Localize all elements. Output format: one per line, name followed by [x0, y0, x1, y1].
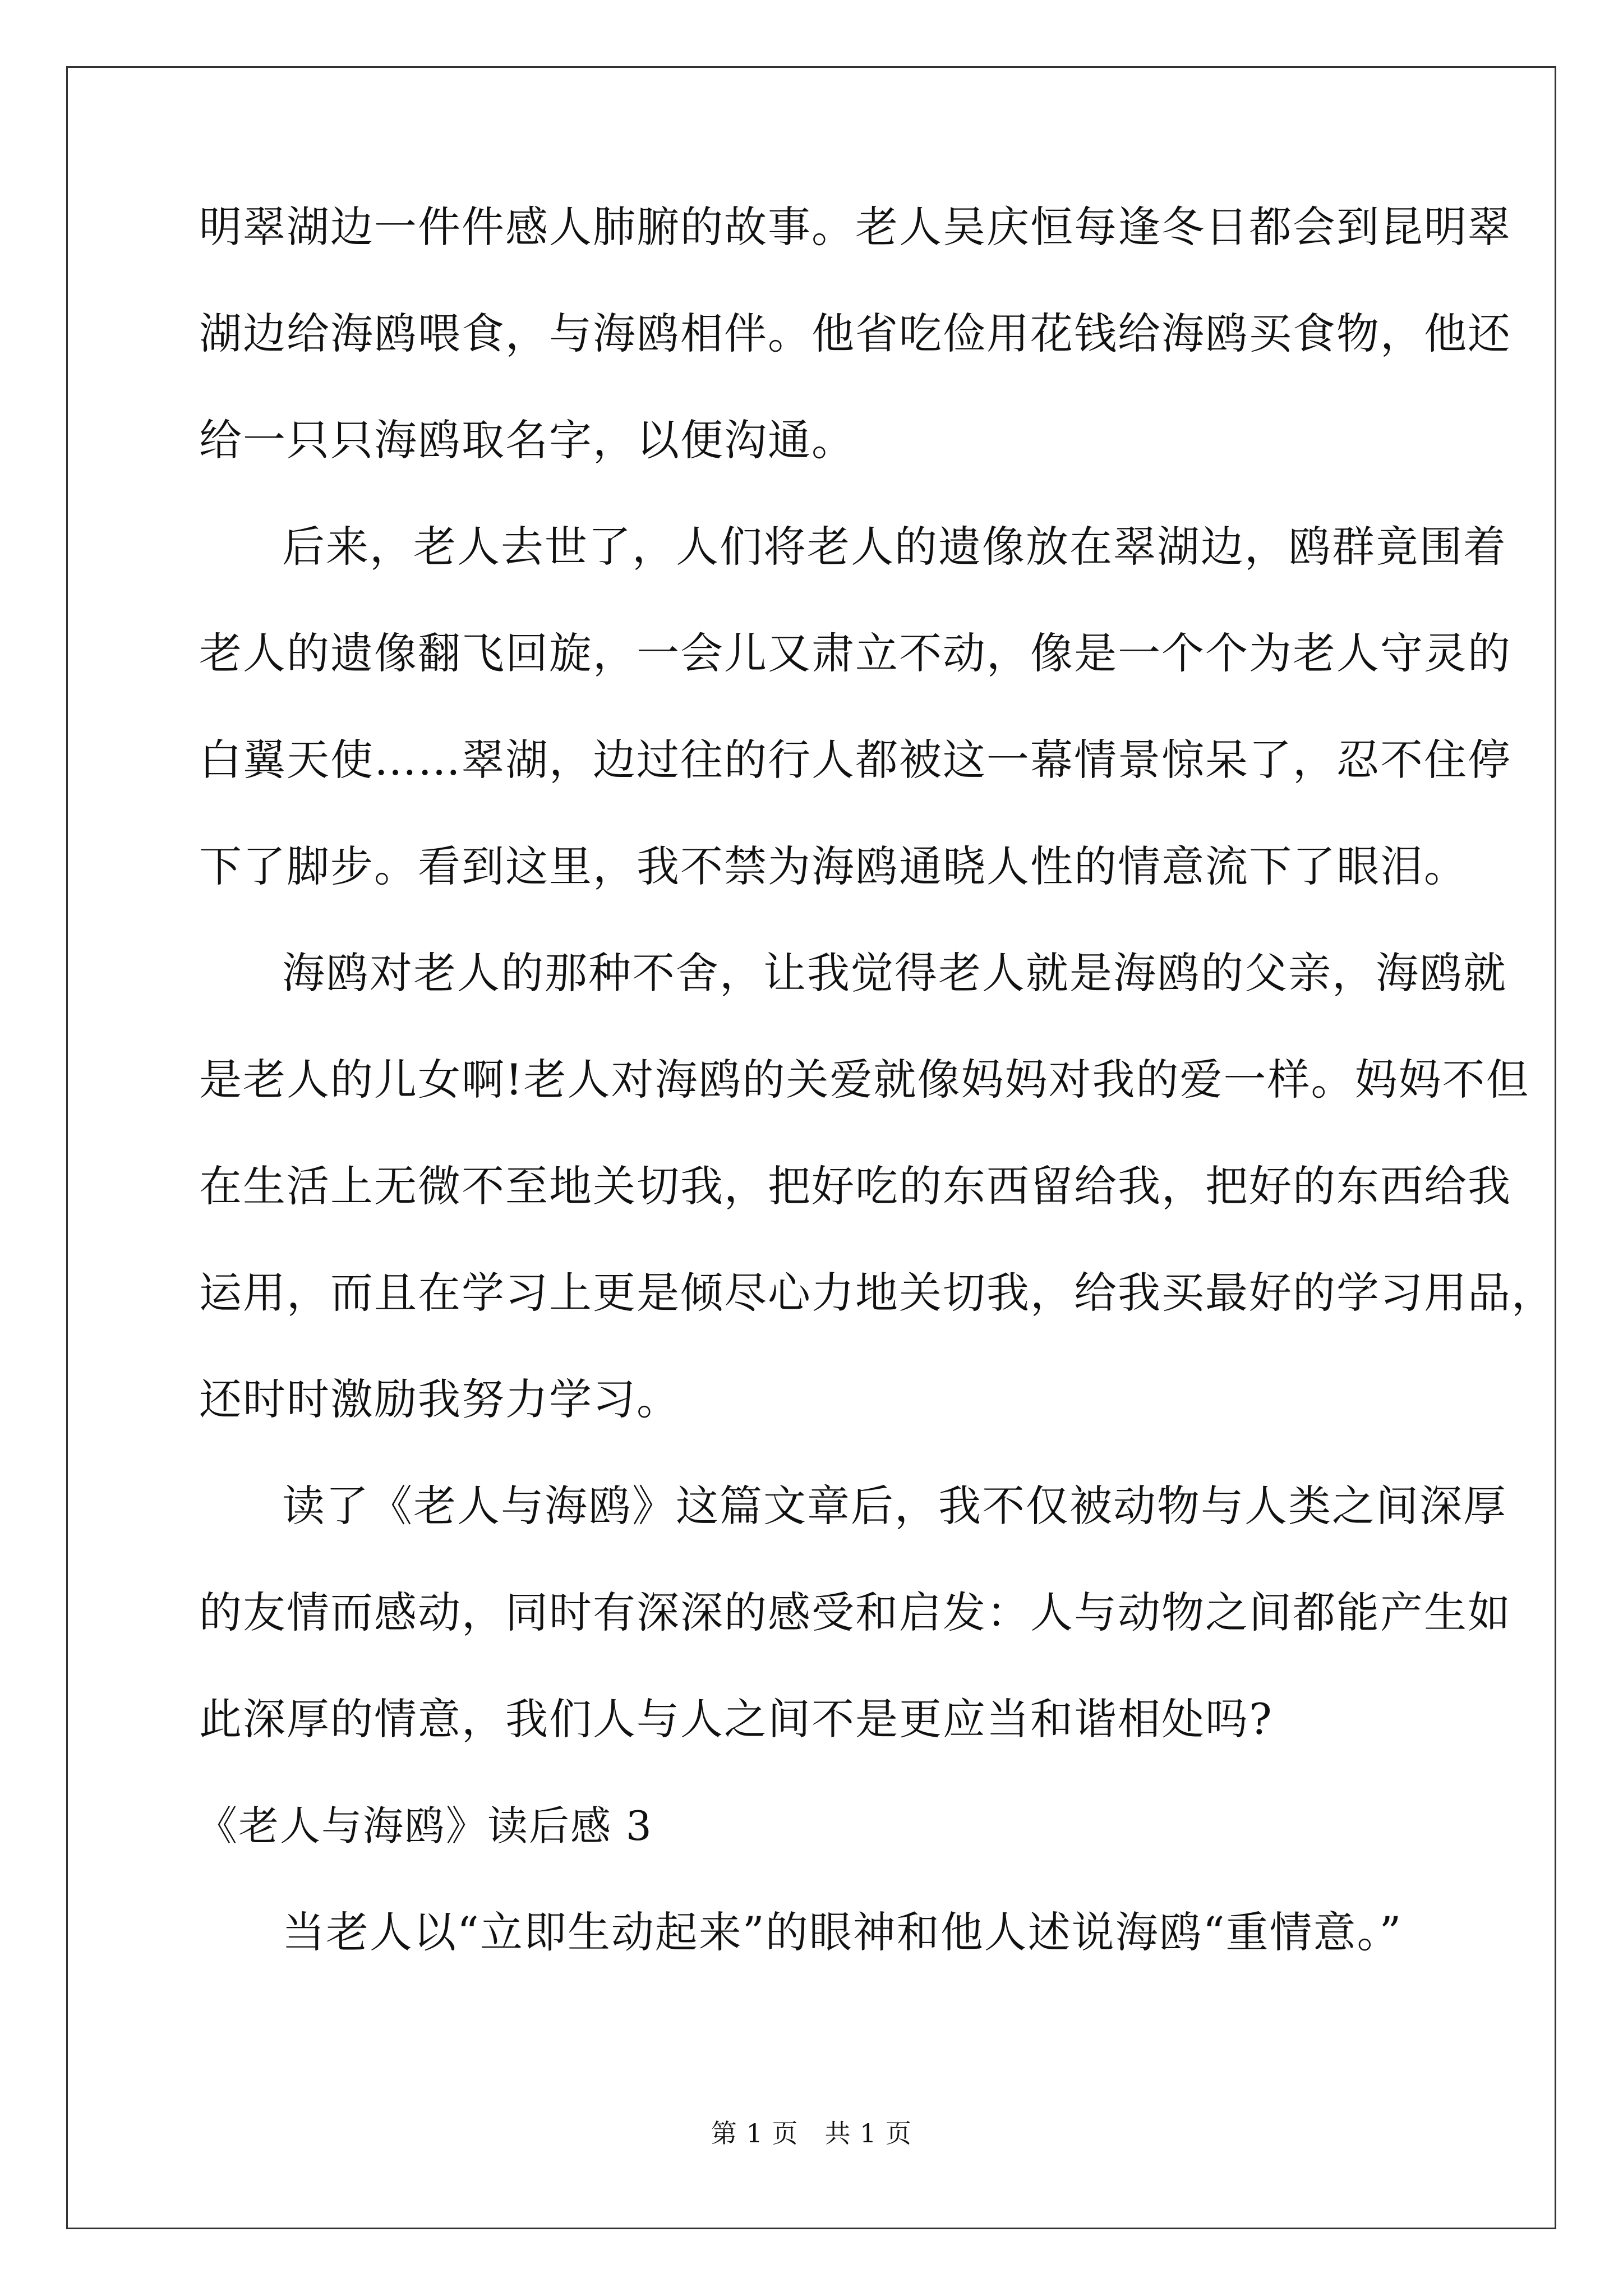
text-line: 此深厚的情意，我们人与人之间不是更应当和谐相处吗? — [199, 1694, 1273, 1744]
text-line: 的友情而感动，同时有深深的感受和启发：人与动物之间都能产生如 — [199, 1588, 1511, 1637]
text-line: 下了脚步。看到这里，我不禁为海鸥通晓人性的情意流下了眼泪。 — [199, 841, 1468, 891]
page-border — [66, 66, 1556, 2229]
text-line: 白翼天使……翠湖，边过往的行人都被这一幕情景惊呆了，忍不住停 — [199, 735, 1511, 785]
section-heading: 《老人与海鸥》读后感 3 — [197, 1802, 653, 1849]
paragraph-first-line: 海鸥对老人的那种不舍，让我觉得老人就是海鸥的父亲，海鸥就 — [282, 948, 1507, 998]
text-line: 老人的遗像翻飞回旋，一会儿又肃立不动，像是一个个为老人守灵的 — [199, 628, 1511, 678]
paragraph-first-line: 后来，老人去世了，人们将老人的遗像放在翠湖边，鸥群竟围着 — [282, 522, 1507, 572]
paragraph-first-line: 读了《老人与海鸥》这篇文章后，我不仅被动物与人类之间深厚 — [282, 1481, 1507, 1531]
page-number-footer: 第 1 页 共 1 页 — [711, 2118, 912, 2148]
paragraph-first-line: 当老人以“立即生动起来”的眼神和他人述说海鸥“重情意。” — [282, 1907, 1403, 1957]
text-line: 是老人的儿女啊!老人对海鸥的关爱就像妈妈对我的爱一样。妈妈不但 — [199, 1055, 1530, 1105]
text-line: 还时时激励我努力学习。 — [199, 1374, 680, 1424]
text-line: 运用，而且在学习上更是倾尽心力地关切我，给我买最好的学习用品， — [199, 1268, 1555, 1318]
text-line: 在生活上无微不至地关切我，把好吃的东西留给我，把好的东西给我 — [199, 1161, 1511, 1211]
text-line: 明翠湖边一件件感人肺腑的故事。老人吴庆恒每逢冬日都会到昆明翠 — [199, 202, 1511, 252]
text-line: 湖边给海鸥喂食，与海鸥相伴。他省吃俭用花钱给海鸥买食物，他还 — [199, 309, 1511, 358]
text-line: 给一只只海鸥取名字，以便沟通。 — [199, 415, 855, 465]
